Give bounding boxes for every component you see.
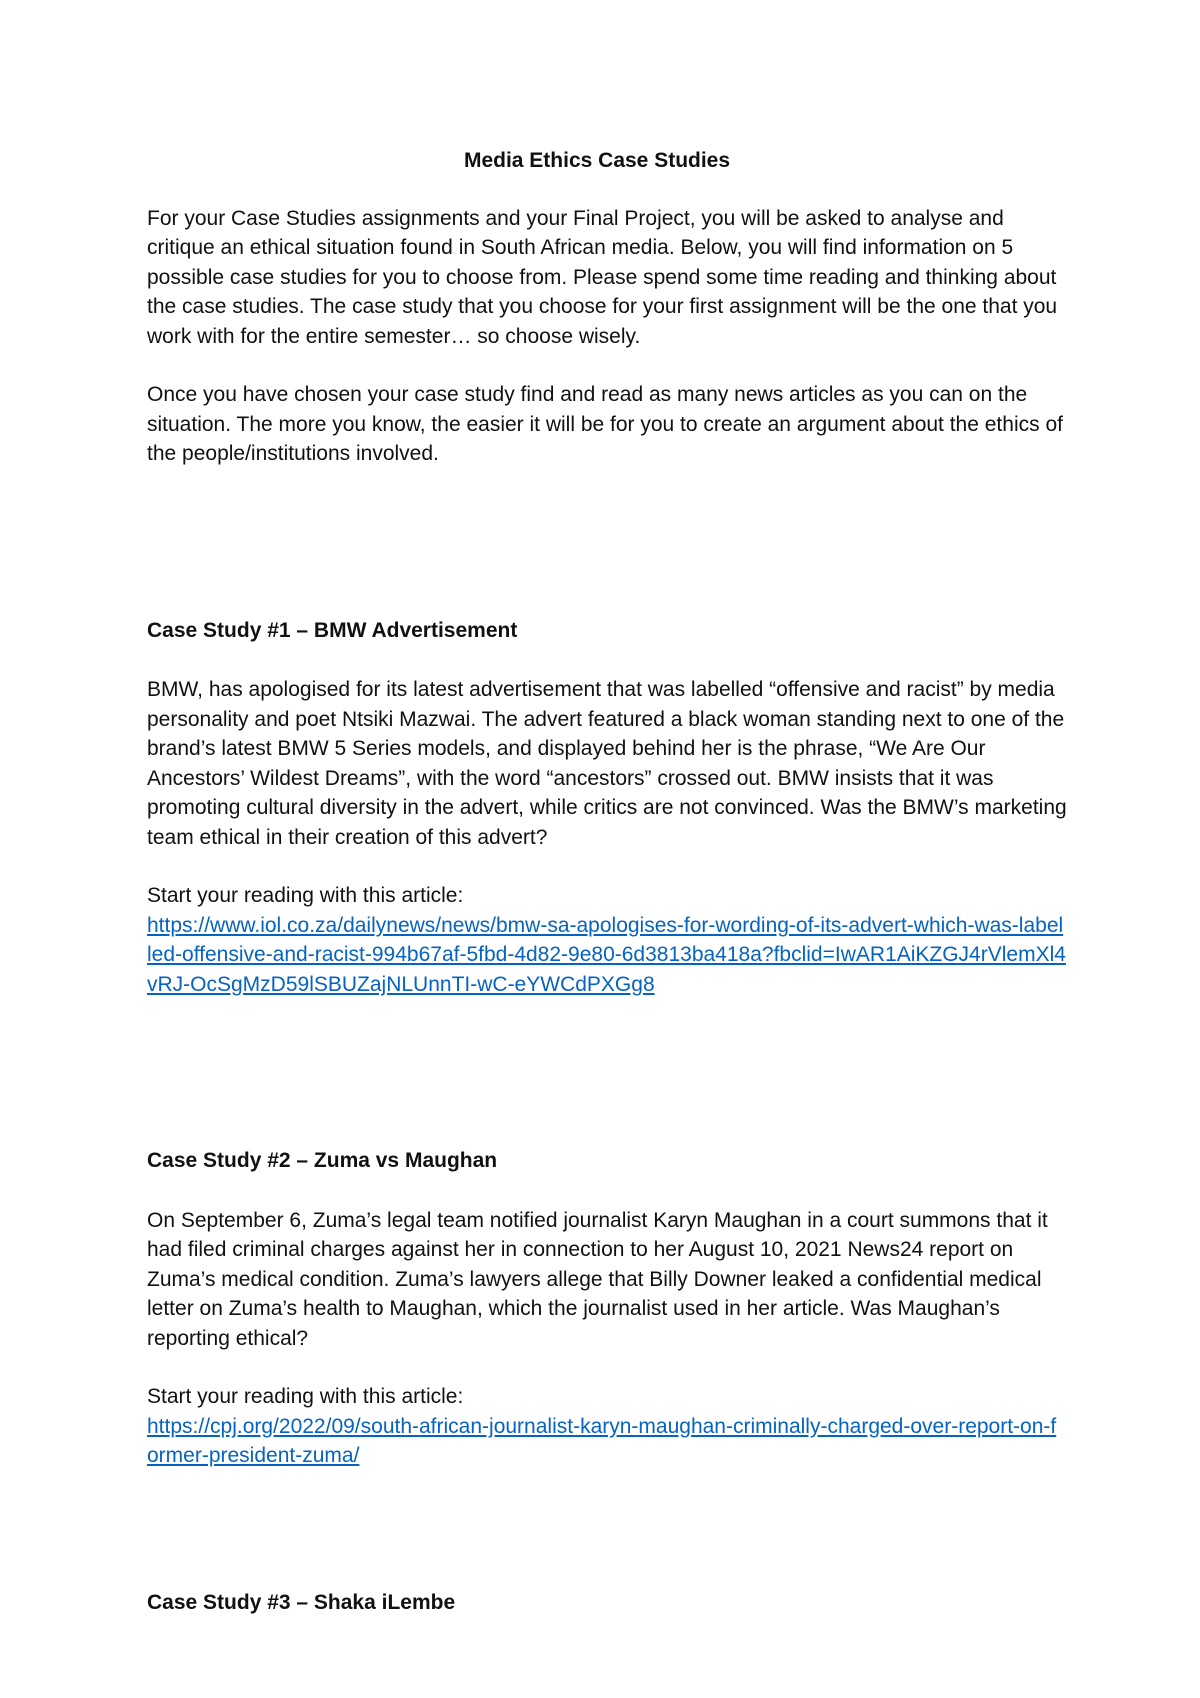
case-study-3 xyxy=(147,1588,1067,1618)
case-study-2-heading: Case Study #2 – Zuma vs Maughan xyxy=(147,1149,498,1172)
section-gap xyxy=(147,1028,1067,1146)
section-gap xyxy=(147,498,1067,616)
case-study-2-reading-label: Start your reading with this article: xyxy=(147,1385,464,1408)
case-study-2-body: On September 6, Zuma’s legal team notified journalist Karyn Maughan in a court summons that it had filed criminal charges against her in connection to her August 10, 2021 News24 report on Zuma’s medical condition. Zuma’s lawyers allege that Billy Downer leaked a confidential medical letter on Zuma’s health to Maughan, which the journalist used in her article. Was Maughan’s reporting ethical? xyxy=(147,1208,1048,1350)
document-content xyxy=(147,146,1067,1647)
page-title: Media Ethics Case Studies xyxy=(463,149,731,172)
case-study-2-reading xyxy=(147,1382,1067,1471)
case-study-2 xyxy=(147,1146,1067,1471)
case-study-1-reading xyxy=(147,881,1067,999)
case-study-1-article-link[interactable]: https://www.iol.co.za/dailynews/news/bmw-sa-apologises-for-wording-of-its-advert-which-was-labelled-offensive-and-racist-994b67af-5fbd-4d82-9e80-6d3813ba418a?fbclid=IwAR1AiKZGJ4rVlemXl4vRJ-OcSgMzD59lSBUZajNLUnnTI-wC-eYWCdPXGg8 xyxy=(147,913,1066,996)
case-study-1-reading-label: Start your reading with this article: xyxy=(147,884,464,907)
intro-paragraph-2: Once you have chosen your case study find and read as many news articles as you can on the situation. The more you know, the easier it will be for you to create an argument about the ethics of the people/institutions involved. xyxy=(147,383,1063,465)
case-study-1-body: BMW, has apologised for its latest advertisement that was labelled “offensive and racist” by media personality and poet Ntsiki Mazwai. The advert featured a black woman standing next to one of the brand’s latest BMW 5 Series models, and displayed behind her is the phrase, “We Are Our Ancestors’ Wildest Dreams”, with the word “ancestors” crossed out. BMW insists that it was promoting cultural diversity in the advert, while critics are not convinced. Was the BMW’s marketing team ethical in their creation of this advert? xyxy=(147,678,1067,849)
case-study-2-article-link[interactable]: https://cpj.org/2022/09/south-african-journalist-karyn-maughan-criminally-charged-over-report-on-former-president-zuma/ xyxy=(147,1414,1057,1467)
case-study-3-heading: Case Study #3 – Shaka iLembe xyxy=(147,1590,456,1614)
section-gap xyxy=(147,1500,1067,1588)
case-study-1 xyxy=(147,616,1067,1000)
case-study-1-heading: Case Study #1 – BMW Advertisement xyxy=(147,618,518,642)
intro-paragraph-1: For your Case Studies assignments and your Final Project, you will be asked to analyse and critique an ethical situation found in South African media. Below, you will find information on 5 possible case studies for you to choose from. Please spend some time reading and thinking about the case studies. The case study that you choose for your first assignment will be the one that you work with for the entire semester… so choose wisely. xyxy=(147,206,1058,348)
